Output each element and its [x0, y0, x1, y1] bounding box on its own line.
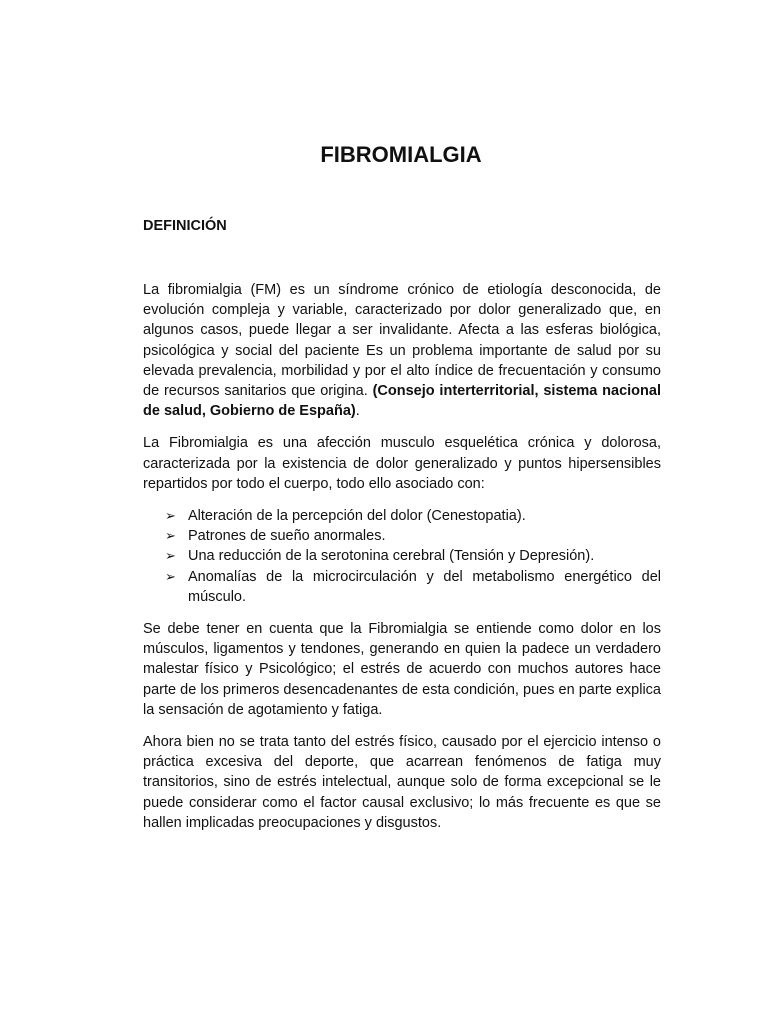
citation: (Consejo interterritorial, sistema nacional de salud, Gobierno de España) — [143, 383, 661, 420]
arrow-bullet-icon: ➢ — [165, 548, 176, 564]
paragraph-causes: Ahora bien no se trata tanto del estrés físico, causado por el ejercicio intenso o práctica excesiva del deporte, que acarrean fenómenos de fatiga muy transitorios, sino de estrés intelectual, aunque solo de forma excepcional se le puede considerar como el factor causal exclusivo; lo más frecuente es que se hallen implicadas preocupaciones y disgustos. — [143, 734, 661, 831]
list-item-text: Patrones de sueño anormales. — [188, 528, 386, 545]
list-item — [143, 526, 661, 546]
paragraph-description: La Fibromialgia es una afección musculo esquelética crónica y dolorosa, caracterizada por la existencia de dolor generalizado y puntos hipersensibles repartidos por todo el cuerpo, todo ello asociado con: — [143, 435, 661, 492]
list-item — [143, 506, 661, 526]
list-item-text: Alteración de la percepción del dolor (Cenestopatia). — [188, 508, 526, 525]
section-heading: DEFINICIÓN — [143, 218, 227, 234]
arrow-bullet-icon: ➢ — [165, 508, 176, 524]
list-item-text: Una reducción de la serotonina cerebral (Tensión y Depresión). — [188, 548, 595, 565]
paragraph-definition — [143, 280, 661, 421]
arrow-bullet-icon: ➢ — [165, 528, 176, 544]
paragraph-definition-text: La fibromialgia (FM) es un síndrome crónico de etiología desconocida, de evolución compleja y variable, caracterizado por dolor generalizado que, en algunos casos, puede llegar a ser invalidante. Afecta a las esferas biológica, psicológica y social del paciente Es un problema importante de salud por su elevada prevalencia, morbilidad y por el alto índice de frecuentación y consumo de recursos sanitarios que origina. — [143, 282, 661, 400]
paragraph-definition-end: . — [355, 403, 360, 420]
document-title: FIBROMIALGIA — [320, 142, 482, 167]
arrow-bullet-icon: ➢ — [165, 568, 176, 584]
list-item — [143, 546, 661, 566]
list-item-text: Anomalías de la microcirculación y del metabolismo energético del músculo. — [188, 568, 661, 605]
document-body — [143, 280, 661, 845]
paragraph-stress: Se debe tener en cuenta que la Fibromialgia se entiende como dolor en los músculos, ligamentos y tendones, generando en quien la padece un verdadero malestar físico y Psicológico; el estrés de acuerdo con muchos autores hace parte de los primeros desencadenantes de esta condición, pues en parte explica la sensación de agotamiento y fatiga. — [143, 621, 661, 718]
list-item — [143, 567, 661, 607]
symptom-list — [143, 506, 661, 607]
